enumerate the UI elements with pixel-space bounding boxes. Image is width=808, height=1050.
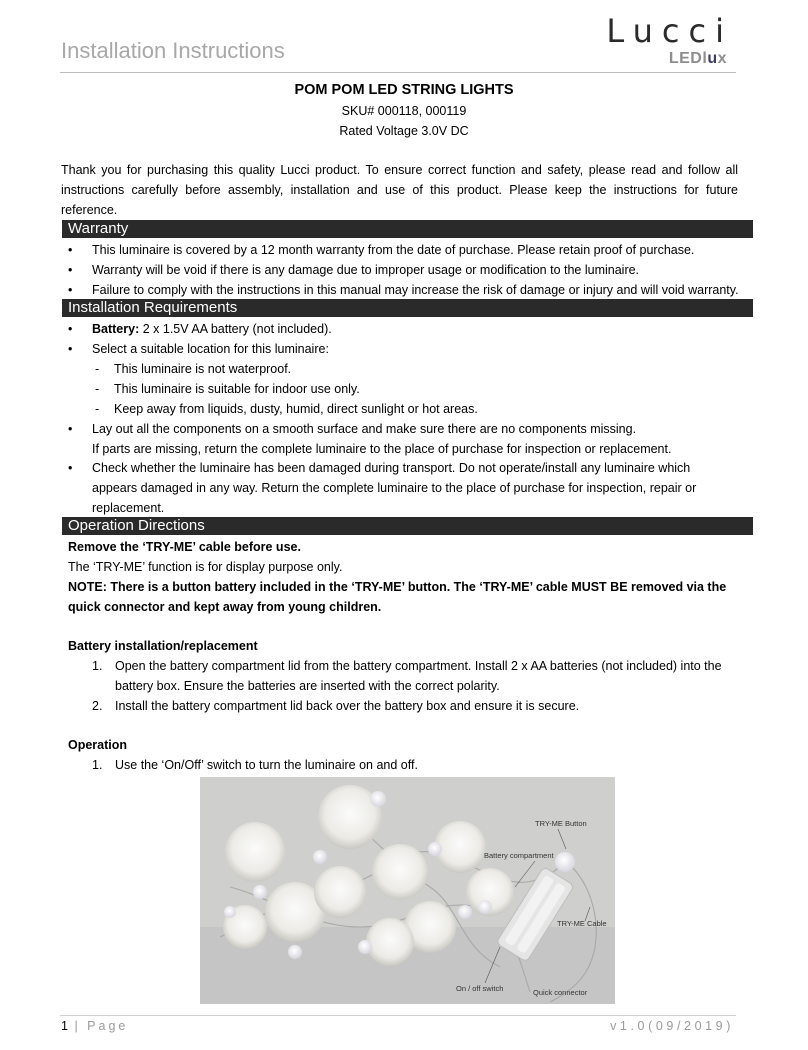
- label-try-me-button: TRY-ME Button: [535, 819, 587, 828]
- operation-subheading: Operation: [68, 738, 128, 752]
- footer-page: [61, 1019, 128, 1033]
- bullet: •: [68, 461, 73, 475]
- intro-paragraph: Thank you for purchasing this quality Lucci product. To ensure correct function and safety, please read and follow all instructions carefully before assembly, installation and use of this product. Please keep the instructions for future reference.: [61, 163, 738, 217]
- location-sub-item: This luminaire is suitable for indoor use only.: [114, 382, 360, 396]
- header-rule: [60, 72, 736, 73]
- label-battery-compartment: Battery compartment: [484, 851, 554, 860]
- dash: -: [95, 382, 100, 396]
- product-title: POM POM LED STRING LIGHTS: [294, 82, 514, 98]
- battery-installation-heading: Battery installation/replacement: [68, 639, 258, 653]
- check-requirement-cont: replacement.: [92, 501, 165, 515]
- footer-rule: [60, 1015, 736, 1016]
- button-battery-note: NOTE: There is a button battery included in the ‘TRY-ME’ button. The ‘TRY-ME’ cable MUST BE removed via the: [68, 580, 727, 594]
- bullet: •: [68, 342, 73, 356]
- product-voltage: Rated Voltage 3.0V DC: [339, 124, 469, 138]
- footer-version: v1.0(09/2019): [610, 1019, 734, 1033]
- operation-heading: Operation Directions: [62, 517, 754, 535]
- bullet: •: [68, 283, 73, 297]
- battery-step: Install the battery compartment lid back over the battery box and ensure it is secure.: [115, 699, 580, 713]
- photo-illustration: [200, 777, 615, 1004]
- step-number: 1.: [92, 659, 103, 673]
- page-header-title: Installation Instructions: [61, 38, 285, 63]
- logo-brand: Lucci: [606, 12, 733, 50]
- requirements-heading: Installation Requirements: [62, 299, 754, 317]
- button-battery-note-cont: quick connector and kept away from young children.: [68, 600, 382, 614]
- bullet: •: [68, 263, 73, 277]
- warranty-item: Warranty will be void if there is any damage due to improper usage or modification to the luminaire.: [92, 263, 640, 277]
- battery-requirement: Battery: 2 x 1.5V AA battery (not included).: [92, 322, 332, 336]
- product-photo: [200, 777, 615, 1004]
- battery-step-cont: battery box. Ensure the batteries are inserted with the correct polarity.: [115, 679, 500, 693]
- step-number: 2.: [92, 699, 103, 713]
- dash: -: [95, 362, 100, 376]
- bullet: •: [68, 243, 73, 257]
- layout-requirement-cont: If parts are missing, return the complete luminaire to the place of purchase for inspection or replacement.: [92, 442, 672, 456]
- warranty-heading: Warranty: [62, 220, 754, 238]
- label-on-off-switch: On / off switch: [456, 984, 504, 993]
- location-sub-item: This luminaire is not waterproof.: [114, 362, 292, 376]
- location-sub-item: Keep away from liquids, dusty, humid, direct sunlight or hot areas.: [114, 402, 478, 416]
- warranty-item: This luminaire is covered by a 12 month warranty from the date of purchase. Please retain proof of purchase.: [92, 243, 695, 257]
- bullet: •: [68, 322, 73, 336]
- check-requirement: Check whether the luminaire has been damaged during transport. Do not operate/install any luminaire which: [92, 461, 691, 475]
- page-number: 1: [61, 1019, 68, 1033]
- warranty-item: Failure to comply with the instructions in this manual may increase the risk of damage or injury and will void warranty.: [92, 283, 739, 297]
- label-quick-connector: Quick connector: [533, 988, 588, 997]
- location-requirement: Select a suitable location for this luminaire:: [92, 342, 329, 356]
- page-label: | Page: [74, 1019, 129, 1033]
- label-try-me-cable: TRY-ME Cable: [557, 919, 607, 928]
- dash: -: [95, 402, 100, 416]
- check-requirement-cont: appears damaged in any way. Return the complete luminaire to the place of purchase for inspection, repair or: [92, 481, 697, 495]
- product-sku: SKU# 000118, 000119: [341, 104, 467, 118]
- remove-cable-note: Remove the ‘TRY-ME’ cable before use.: [68, 540, 301, 554]
- display-purpose-note: The ‘TRY-ME’ function is for display purpose only.: [68, 560, 343, 574]
- operation-step: Use the ‘On/Off’ switch to turn the luminaire on and off.: [115, 758, 418, 772]
- lucci-logo: [606, 12, 733, 68]
- logo-subbrand: LEDlux: [668, 50, 727, 67]
- step-number: 1.: [92, 758, 103, 772]
- layout-requirement: Lay out all the components on a smooth surface and make sure there are no components missing.: [92, 422, 637, 436]
- battery-step: Open the battery compartment lid from the battery compartment. Install 2 x AA batteries (not included) into the: [115, 659, 722, 673]
- bullet: •: [68, 422, 73, 436]
